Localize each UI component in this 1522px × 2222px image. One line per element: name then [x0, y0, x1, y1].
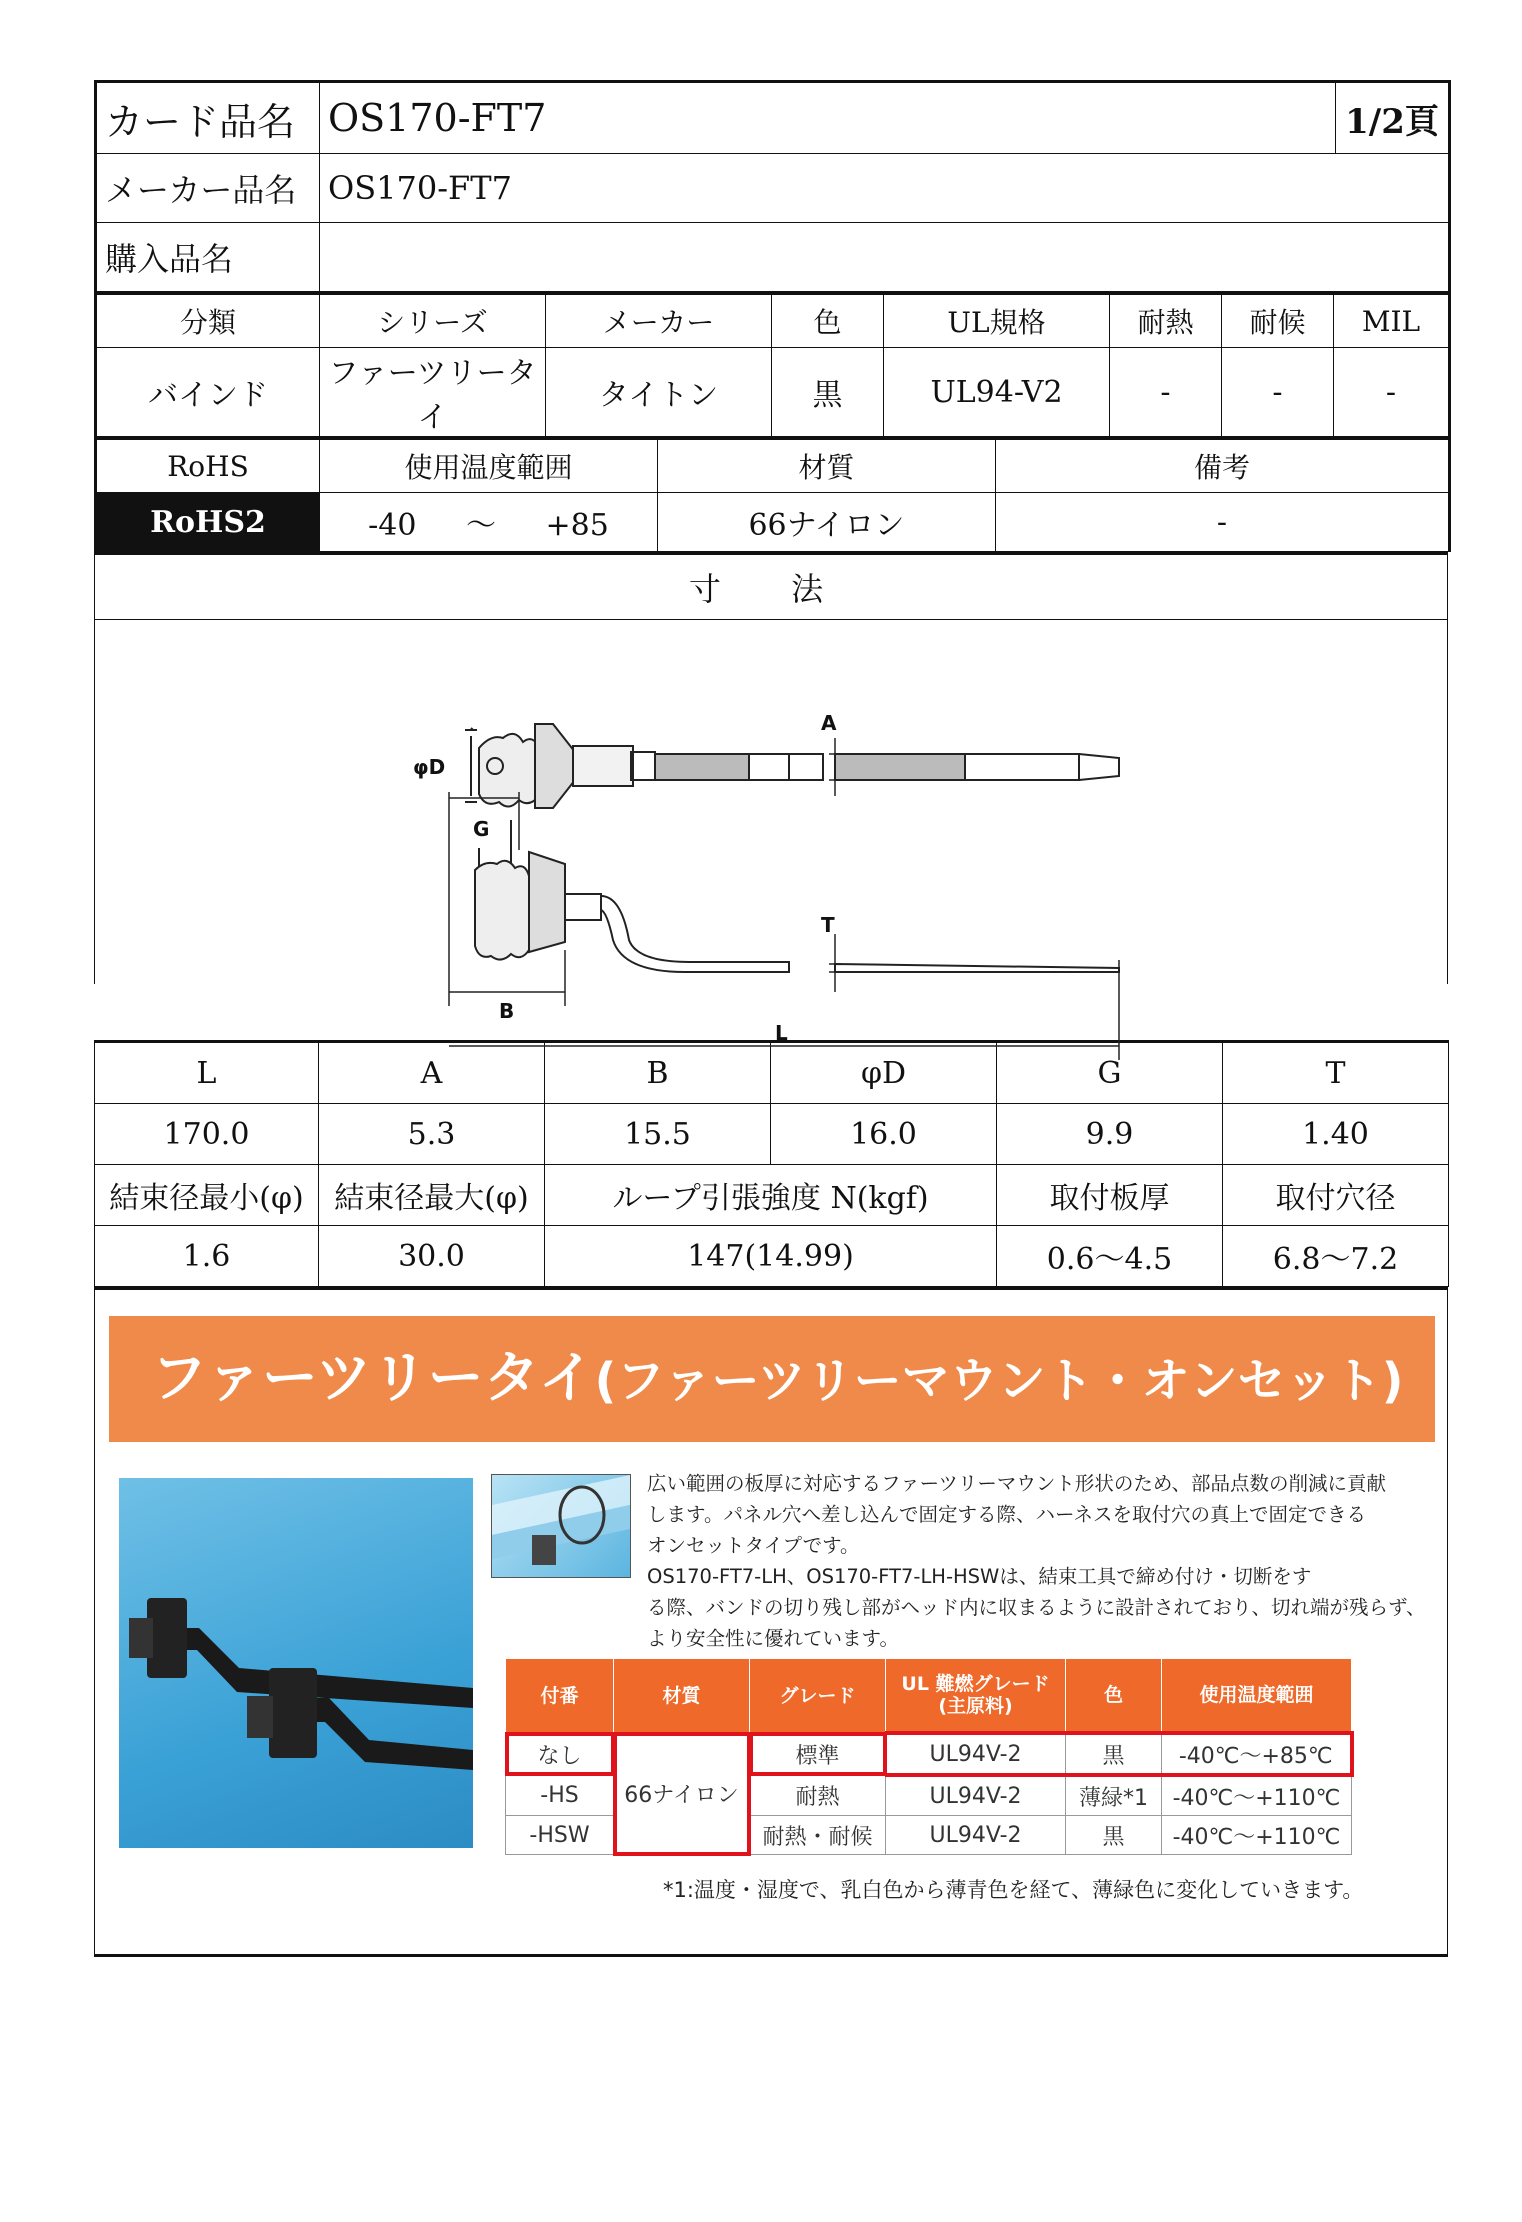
dim-value-g: 9.9 [997, 1104, 1223, 1165]
desc-line-6: より安全性に優れています。 [647, 1627, 899, 1650]
dim-header-l: L [95, 1042, 319, 1104]
desc-line-4: OS170-FT7-LH、OS170-FT7-LH-HSWは、結束工具で締め付け・切断をす [647, 1565, 1312, 1588]
dimensions-title: 寸 法 [95, 554, 1448, 620]
temp-range-value [320, 493, 658, 552]
rohs-value: RoHS2 [96, 493, 320, 552]
mil-header: MIL [1334, 295, 1450, 348]
hole-diameter-value: 6.8～7.2 [1223, 1226, 1449, 1287]
dimension-title-table [94, 552, 1448, 620]
desc-line-1: 広い範囲の板厚に対応するファーツリーマウント形状のため、部品点数の削減に貢献 [647, 1472, 1387, 1495]
product-photo [119, 1478, 473, 1848]
footnote: *1:温度・湿度で、乳白色から薄青色を経て、薄緑色に変化していきます。 [663, 1878, 1364, 1902]
var-header-ul [886, 1659, 1066, 1734]
remarks-value: - [996, 493, 1450, 552]
card-name-label: カード品名 [96, 82, 320, 154]
remarks-label: 備考 [996, 439, 1450, 493]
row0-suffix: なし [506, 1733, 614, 1775]
row1-grade: 耐熱 [750, 1775, 886, 1816]
dim-header-g: G [997, 1042, 1223, 1104]
dim-value-l: 170.0 [95, 1104, 319, 1165]
banner-main: ファーツリータイ [151, 1346, 595, 1411]
dim-header-t: T [1223, 1042, 1449, 1104]
row0-grade: 標準 [750, 1733, 886, 1775]
var-header-ul-line1: UL 難燃グレード [901, 1673, 1050, 1695]
color-value: 黒 [772, 348, 884, 437]
hole-diameter-label: 取付穴径 [1223, 1165, 1449, 1226]
dim-value-b: 15.5 [545, 1104, 771, 1165]
var-header-color: 色 [1066, 1659, 1162, 1734]
maker-part-value: OS170-FT7 [320, 154, 1450, 223]
row2-grade: 耐熱・耐候 [750, 1816, 886, 1855]
var-header-grade: グレード [750, 1659, 886, 1734]
row2-ul: UL94V-2 [886, 1816, 1066, 1855]
rohs-table [94, 437, 1451, 552]
label-b: B [499, 999, 515, 1023]
classification-table [94, 294, 1451, 437]
label-t: T [821, 913, 835, 937]
dim-header-a: A [319, 1042, 545, 1104]
row0-color: 黒 [1066, 1733, 1162, 1775]
var-header-material: 材質 [614, 1659, 750, 1734]
catalog-excerpt [94, 1287, 1448, 1957]
temp-min: -40 [368, 508, 417, 543]
dim-header-d: φD [771, 1042, 997, 1104]
panel-thickness-value: 0.6～4.5 [997, 1226, 1223, 1287]
row2-color: 黒 [1066, 1816, 1162, 1855]
row0-temp: -40℃～+85℃ [1162, 1733, 1352, 1775]
purchase-name-label: 購入品名 [96, 223, 320, 293]
heat-value: - [1110, 348, 1222, 437]
table-row [506, 1733, 1352, 1775]
product-photo-art [119, 1478, 473, 1848]
row2-suffix: -HSW [506, 1816, 614, 1855]
row2-temp: -40℃～+110℃ [1162, 1816, 1352, 1855]
weather-value: - [1222, 348, 1334, 437]
page-number: 1/2頁 [1336, 82, 1450, 154]
maker-header: メーカー [546, 295, 772, 348]
maker-value: タイトン [546, 348, 772, 437]
label-phi-d: φD [413, 755, 446, 779]
mil-value: - [1334, 348, 1450, 437]
ul-header: UL規格 [884, 295, 1110, 348]
dim-value-a: 5.3 [319, 1104, 545, 1165]
card-name-value: OS170-FT7 [320, 82, 1336, 154]
variant-table [505, 1658, 1354, 1855]
row1-temp: -40℃～+110℃ [1162, 1775, 1352, 1816]
product-description [647, 1468, 1427, 1654]
usage-thumbnail-art [492, 1475, 630, 1577]
catalog-banner [109, 1316, 1435, 1442]
dimension-spec-table [94, 1040, 1449, 1287]
bundle-max-label: 結束径最大(φ) [319, 1165, 545, 1226]
temp-range-label: 使用温度範囲 [320, 439, 658, 493]
spec-sheet [94, 80, 1448, 1957]
side-view [475, 820, 1119, 972]
weather-header: 耐候 [1222, 295, 1334, 348]
series-value: ファーツリータイ [320, 348, 546, 437]
row1-color: 薄緑*1 [1066, 1775, 1162, 1816]
dimension-drawing [94, 620, 1448, 1045]
bundle-min-label: 結束径最小(φ) [95, 1165, 319, 1226]
banner-sub: (ファーツリーマウント・オンセット) [594, 1353, 1404, 1409]
usage-thumbnail [491, 1474, 631, 1578]
var-header-temp: 使用温度範囲 [1162, 1659, 1352, 1734]
dim-value-d: 16.0 [771, 1104, 997, 1165]
row1-ul: UL94V-2 [886, 1775, 1066, 1816]
loop-strength-value: 147(14.99) [545, 1226, 997, 1287]
material-value: 66ナイロン [658, 493, 996, 552]
class-header: 分類 [96, 295, 320, 348]
label-l: L [775, 1021, 788, 1045]
desc-line-3: オンセットタイプです。 [647, 1534, 860, 1557]
var-header-suffix: 付番 [506, 1659, 614, 1734]
bundle-min-value: 1.6 [95, 1226, 319, 1287]
label-g: G [473, 817, 490, 841]
row1-suffix: -HS [506, 1775, 614, 1816]
material-merged: 66ナイロン [614, 1733, 750, 1855]
label-a: A [821, 711, 837, 735]
loop-strength-label: ループ引張強度 N(kgf) [545, 1165, 997, 1226]
top-view [465, 724, 1119, 808]
bundle-max-value: 30.0 [319, 1226, 545, 1287]
ul-value: UL94-V2 [884, 348, 1110, 437]
spacer [94, 984, 1448, 1040]
desc-line-2: します。パネル穴へ差し込んで固定する際、ハーネスを取付穴の真上で固定できる [647, 1503, 1366, 1526]
dim-header-b: B [545, 1042, 771, 1104]
panel-thickness-label: 取付板厚 [997, 1165, 1223, 1226]
cable-tie-drawing [95, 620, 1446, 1045]
series-header: シリーズ [320, 295, 546, 348]
maker-part-label: メーカー品名 [96, 154, 320, 223]
color-header: 色 [772, 295, 884, 348]
desc-line-5: る際、バンドの切り残し部がヘッド内に収まるように設計されており、切れ端が残らず、 [647, 1596, 1426, 1619]
rohs-label: RoHS [96, 439, 320, 493]
row0-ul: UL94V-2 [886, 1733, 1066, 1775]
header-table [94, 80, 1451, 294]
dim-value-t: 1.40 [1223, 1104, 1449, 1165]
purchase-name-value [320, 223, 1450, 293]
material-label: 材質 [658, 439, 996, 493]
heat-header: 耐熱 [1110, 295, 1222, 348]
var-header-ul-line2: (主原料) [938, 1695, 1013, 1717]
temp-max: +85 [545, 508, 609, 543]
temp-separator: ～ [466, 508, 496, 543]
class-value: バインド [96, 348, 320, 437]
